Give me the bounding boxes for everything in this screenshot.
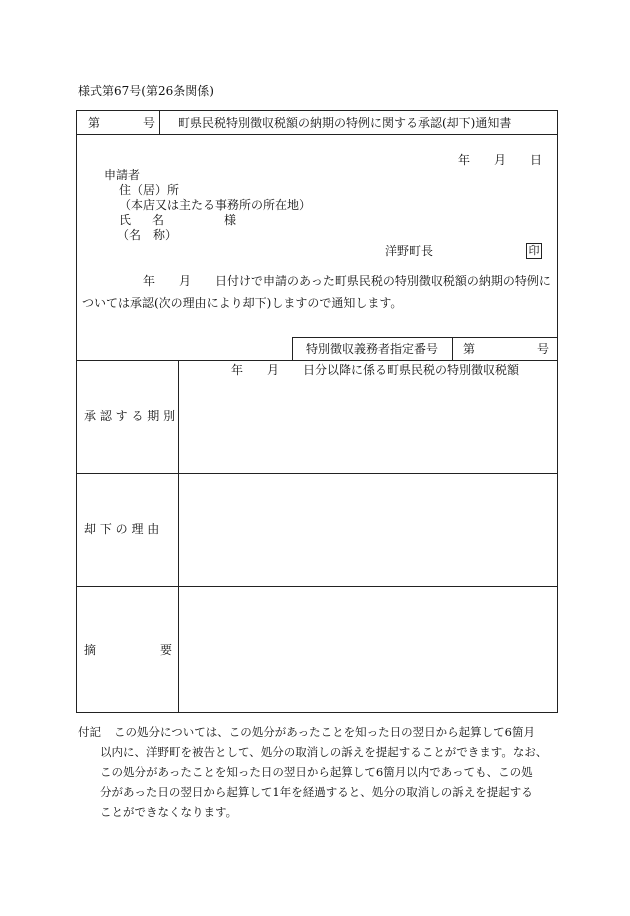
body-month-label: 月	[179, 274, 192, 288]
table-label-divider	[178, 360, 179, 713]
designation-number-prefix: 第	[463, 342, 476, 356]
applicant-heading: 申請者	[104, 168, 141, 182]
summary-label-right: 要	[160, 643, 173, 657]
note-line-1: この処分については、この処分があったことを知った日の翌日から起算して6箇月	[114, 725, 535, 739]
approve-period-text: 日分以降に係る町県民税の特別徴収税額	[303, 363, 520, 377]
applicant-address-note: （本店又は主たる事務所の所在地）	[119, 198, 312, 212]
seal-mark: 印	[526, 243, 542, 259]
applicant-address-label: 住（居）所	[119, 183, 180, 197]
designation-number-divider	[452, 337, 453, 361]
approve-year-label: 年	[231, 363, 244, 377]
date-month-label: 月	[494, 153, 507, 167]
body-text-line-1: 日付けで申請のあった町県民税の特別徴収税額の納期の特例に	[215, 274, 551, 288]
header-number-divider	[159, 110, 160, 134]
form-number-label: 様式第67号(第26条関係)	[78, 84, 214, 98]
designation-label: 特別徴収義務者指定番号	[306, 342, 439, 356]
note-line-4: 分があった日の翌日から起算して1年を経過すると、処分の取消しの訴えを提起する	[100, 785, 533, 799]
document-title: 町県民税特別徴収税額の納期の特例に関する承認(却下)通知書	[178, 116, 512, 130]
applicant-name-label-right: 名	[152, 213, 165, 227]
applicant-name-note: （名 称）	[117, 228, 178, 242]
note-line-5: ことができなくなります。	[100, 805, 238, 819]
summary-label-left: 摘	[84, 643, 97, 657]
row-divider-1	[76, 473, 558, 474]
document-number-suffix: 号	[143, 116, 156, 130]
header-divider	[76, 134, 558, 135]
table-top-border	[76, 360, 558, 361]
note-line-2: 以内に、洋野町を被告として、処分の取消しの訴えを提起することができます。なお、	[100, 745, 548, 759]
row-divider-2	[76, 586, 558, 587]
body-year-label: 年	[143, 274, 156, 288]
note-prefix: 付記	[78, 725, 101, 739]
applicant-honorific: 様	[224, 213, 237, 227]
designation-left-border	[292, 337, 293, 361]
note-line-3: この処分があったことを知った日の翌日から起算して6箇月以内であっても、この処	[100, 765, 533, 779]
date-year-label: 年	[458, 153, 471, 167]
approve-period-label: 承 認 す る 期 別	[84, 409, 176, 423]
approve-month-label: 月	[267, 363, 280, 377]
date-day-label: 日	[530, 153, 543, 167]
body-text-line-2: ついては承認(次の理由により却下)しますので通知します。	[82, 296, 403, 310]
applicant-name-label-left: 氏	[119, 213, 132, 227]
issuer-name: 洋野町長	[385, 244, 434, 258]
designation-top-border	[292, 337, 558, 338]
reject-reason-label: 却 下 の 理 由	[84, 522, 160, 536]
document-number-prefix: 第	[88, 116, 101, 130]
designation-number-suffix: 号	[537, 342, 550, 356]
